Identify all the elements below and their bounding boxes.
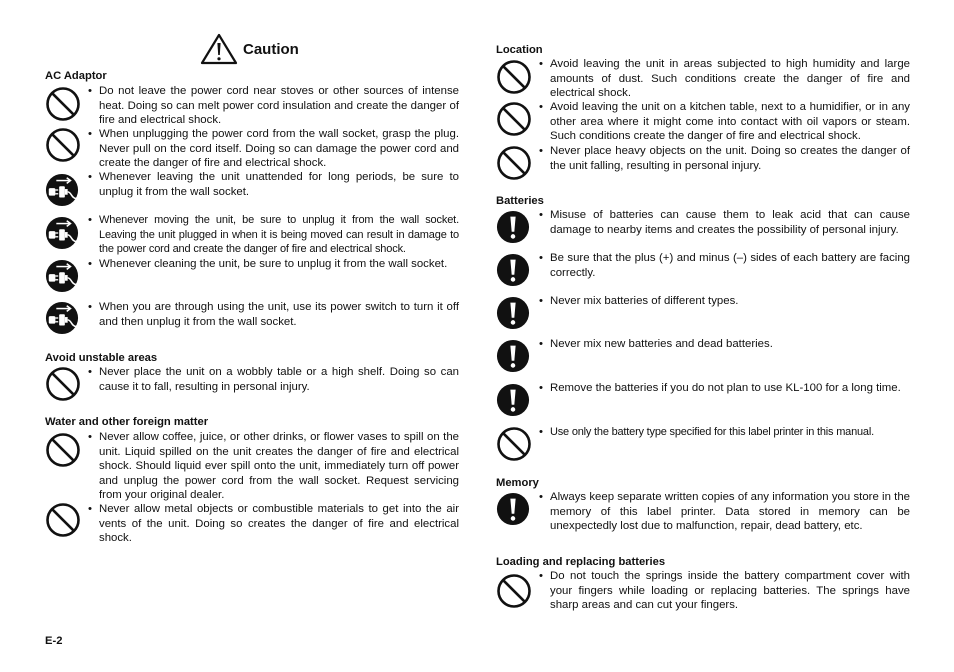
battery-item-6-text: Use only the battery type specified for this label printer in this manual.	[550, 426, 874, 438]
ac-item-1-text: Do not leave the power cord near stoves or other sources of intense heat. Doing so can melt power cord insulation and create the danger of fire and electrical shock.	[99, 85, 459, 127]
prohibition-icon	[496, 101, 532, 137]
section-heading-memory: Memory	[496, 477, 539, 489]
warning-triangle-icon	[200, 33, 238, 65]
prohibition-icon	[45, 432, 81, 468]
section-heading-batteries: Batteries	[496, 195, 544, 207]
page-number: E-2	[45, 635, 63, 647]
prohibition-icon	[496, 573, 532, 609]
location-item-2-text: Avoid leaving the unit on a kitchen table, next to a humidifier, or in any other area where it might come into contact with oil vapors or steam. Such conditions create the danger of fire and electrical shock.	[550, 101, 910, 143]
section-heading-unstable: Avoid unstable areas	[45, 352, 158, 364]
section-heading-ac-adaptor: AC Adaptor	[45, 70, 107, 82]
location-item-3-text: Never place heavy objects on the unit. Doing so creates the danger of the unit falling, resulting in personal injury.	[550, 145, 910, 172]
unstable-item-1-text: Never place the unit on a wobbly table or a high shelf. Doing so can cause it to fall, resulting in personal injury.	[99, 366, 459, 393]
water-item-1-text: Never allow coffee, juice, or other drinks, or flower vases to spill on the unit. Liquid spilled on the unit creates the danger of fire and electrical shock. Should liquid ever spill onto the unit, immediately turn off power and unplug the power cord from the wall socket. Request servicing from your original dealer.	[99, 431, 459, 502]
exclamation-icon	[496, 210, 530, 244]
prohibition-icon	[45, 86, 81, 122]
battery-item-2-text: Be sure that the plus (+) and minus (–) sides of each battery are facing correctly.	[550, 252, 910, 279]
prohibition-icon	[45, 127, 81, 163]
unplug-icon	[45, 173, 79, 207]
prohibition-icon	[496, 59, 532, 95]
unplug-icon	[45, 259, 79, 293]
loading-item-1-text: Do not touch the springs inside the battery compartment cover with your fingers while loading or replacing batteries. The springs have sharp areas and can cut your fingers.	[550, 570, 910, 612]
water-item-2-text: Never allow metal objects or combustible materials to get into the air vents of the unit. Doing so creates the danger of fire and electrical shock.	[99, 503, 459, 545]
ac-item-4-text: Whenever moving the unit, be sure to unplug it from the wall socket. Leaving the unit plugged in when it is being moved can result in damage to the power cord and create the danger of fire and electrical shock.	[99, 214, 459, 256]
battery-item-1-text: Misuse of batteries can cause them to leak acid that can cause damage to nearby items and creates the possibility of personal injury.	[550, 209, 910, 236]
battery-item-4-text: Never mix new batteries and dead batteries.	[550, 338, 773, 350]
unplug-icon	[45, 216, 79, 250]
battery-item-5-text: Remove the batteries if you do not plan to use KL-100 for a long time.	[550, 382, 901, 394]
section-heading-location: Location	[496, 44, 543, 56]
location-item-1-text: Avoid leaving the unit in areas subjected to high humidity and large amounts of dust. Such conditions create the danger of fire and electrical shock.	[550, 58, 910, 100]
exclamation-icon	[496, 339, 530, 373]
section-heading-water: Water and other foreign matter	[45, 416, 209, 428]
exclamation-icon	[496, 383, 530, 417]
memory-item-1-text: Always keep separate written copies of any information you store in the memory of this label printer. Data stored in memory can be unexpectedly lost due to malfunction, repair, dead battery, etc.	[550, 491, 910, 533]
ac-item-6-text: When you are through using the unit, use its power switch to turn it off and then unplug it from the wall socket.	[99, 301, 459, 328]
exclamation-icon	[496, 296, 530, 330]
exclamation-icon	[496, 253, 530, 287]
prohibition-icon	[45, 502, 81, 538]
ac-item-3-text: Whenever leaving the unit unattended for long periods, be sure to unplug it from the wall socket.	[99, 171, 459, 198]
ac-item-2-text: When unplugging the power cord from the wall socket, grasp the plug. Never pull on the cord itself. Doing so can damage the power cord and create the danger of fire and electrical shock.	[99, 128, 459, 170]
prohibition-icon	[496, 426, 532, 462]
prohibition-icon	[496, 145, 532, 181]
unplug-icon	[45, 301, 79, 335]
exclamation-icon	[496, 492, 530, 526]
prohibition-icon	[45, 366, 81, 402]
caution-title: Caution	[243, 41, 299, 58]
battery-item-3-text: Never mix batteries of different types.	[550, 295, 739, 307]
section-heading-loading: Loading and replacing batteries	[496, 556, 666, 568]
ac-item-5-text: Whenever cleaning the unit, be sure to unplug it from the wall socket.	[99, 258, 448, 270]
